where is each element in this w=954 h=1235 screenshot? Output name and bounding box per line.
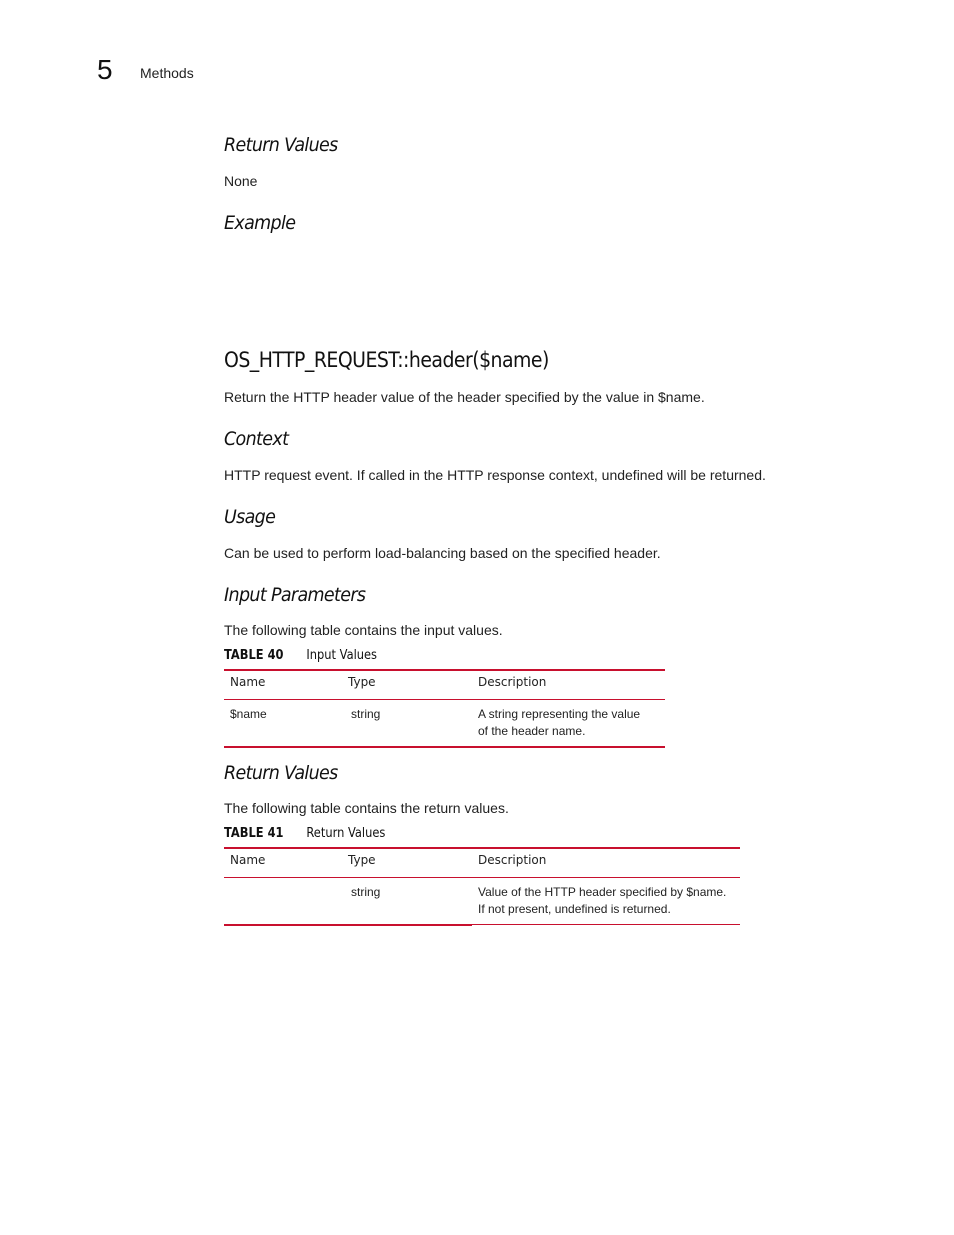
return-values-table [224, 847, 740, 926]
context-text: HTTP request event. If called in the HTTP response context, undefined will be returned. [224, 467, 766, 483]
table-40-caption [224, 648, 377, 663]
column-header-type: Type [342, 848, 472, 878]
input-parameters-intro: The following table contains the input values. [224, 622, 503, 638]
example-heading: Example [224, 212, 296, 234]
return-values-intro: The following table contains the return values. [224, 800, 509, 816]
cell-description: A string representing the value of the header name. [472, 700, 665, 748]
column-header-description: Description [472, 848, 740, 878]
table-row [224, 878, 740, 925]
table-header-row [224, 848, 740, 878]
table-41-caption [224, 826, 385, 841]
table-40-label: TABLE 40 [224, 648, 284, 663]
table-40-title: Input Values [306, 648, 378, 663]
context-heading: Context [224, 428, 289, 450]
table-header-row [224, 670, 665, 700]
method-title: OS_HTTP_REQUEST::header($name) [224, 348, 549, 372]
usage-heading: Usage [224, 506, 276, 528]
method-description: Return the HTTP header value of the header specified by the value in $name. [224, 389, 705, 405]
input-parameters-heading: Input Parameters [224, 584, 366, 606]
column-header-type: Type [342, 670, 472, 700]
cell-type: string [342, 878, 472, 925]
usage-text: Can be used to perform load-balancing based on the specified header. [224, 545, 661, 561]
table-41-title: Return Values [306, 826, 386, 841]
chapter-number: 5 [97, 54, 113, 85]
return-values-heading: Return Values [224, 762, 338, 784]
table-41-label: TABLE 41 [224, 826, 284, 841]
cell-name: $name [224, 700, 342, 748]
cell-name [224, 878, 342, 925]
return-values-text-top: None [224, 173, 258, 189]
return-values-heading-top: Return Values [224, 134, 338, 156]
column-header-name: Name [224, 848, 342, 878]
input-values-table [224, 669, 665, 748]
column-header-name: Name [224, 670, 342, 700]
table-row [224, 700, 665, 748]
cell-description: Value of the HTTP header specified by $name. If not present, undefined is returned. [472, 878, 740, 925]
cell-type: string [342, 700, 472, 748]
chapter-title: Methods [140, 65, 194, 81]
column-header-description: Description [472, 670, 665, 700]
